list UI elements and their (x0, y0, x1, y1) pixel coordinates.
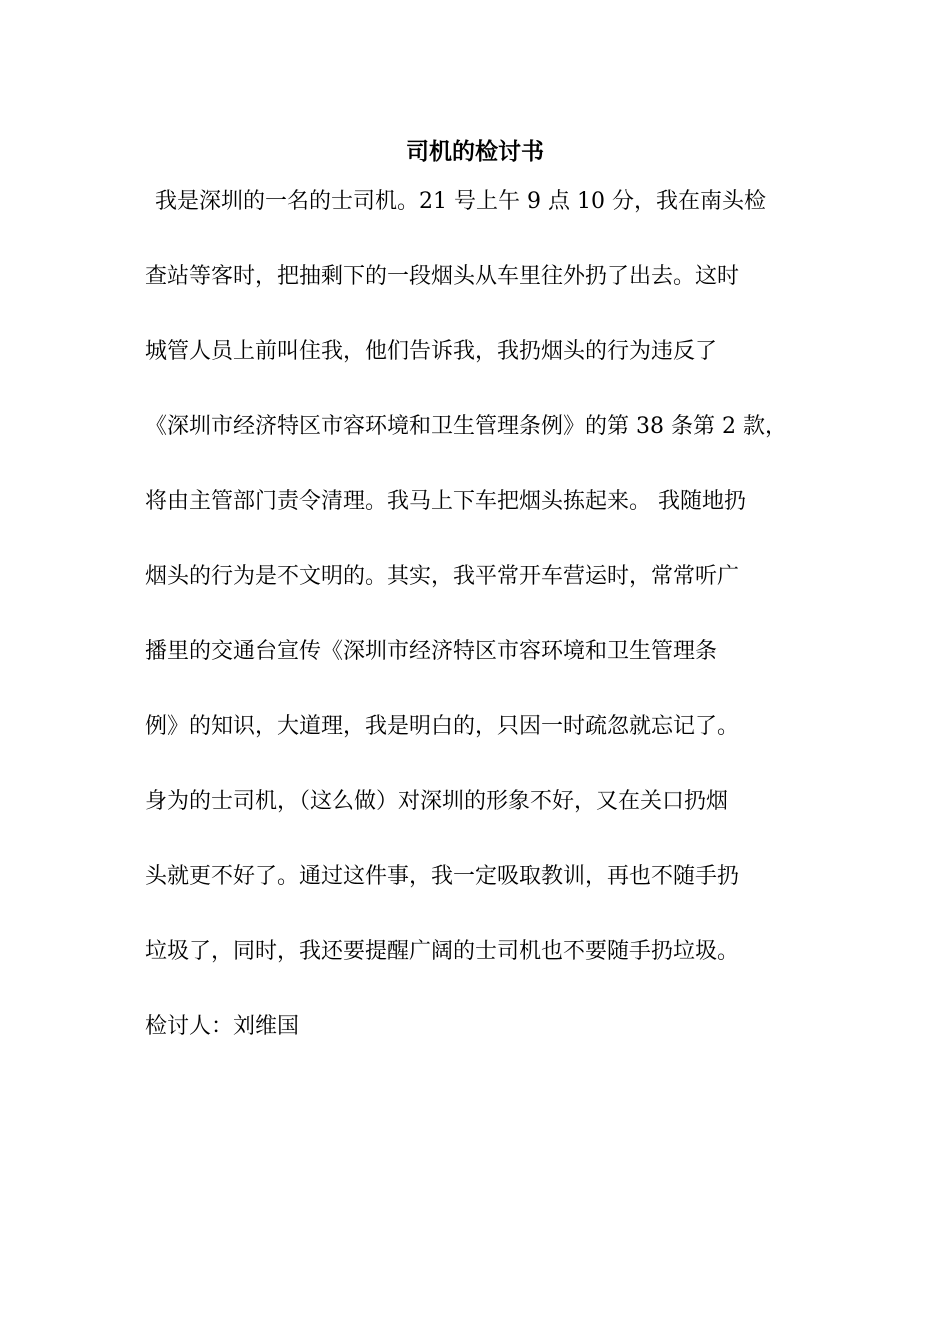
paragraph-line: 垃圾了，同时，我还要提醒广阔的士司机也不要随手扔垃圾。 (145, 939, 740, 964)
paragraph-line: 例》的知识，大道理，我是明白的，只因一时疏忽就忘记了。 (145, 714, 740, 739)
paragraph-line: 《深圳市经济特区市容环境和卫生管理条例》的第 38 条第 2 款， (145, 414, 787, 439)
paragraph-line: 查站等客时，把抽剩下的一段烟头从车里往外扔了出去。这时 (145, 264, 740, 289)
paragraph-line: 播里的交通台宣传《深圳市经济特区市容环境和卫生管理条 (145, 639, 718, 664)
paragraph-line: 将由主管部门责令清理。我马上下车把烟头拣起来。 我随地扔 (145, 489, 746, 514)
paragraph-line: 烟头的行为是不文明的。其实，我平常开车营运时，常常听广 (145, 564, 740, 589)
paragraph-line: 身为的士司机，（这么做）对深圳的形象不好，又在关口扔烟 (145, 789, 729, 814)
document-title: 司机的检讨书 (406, 139, 544, 165)
paragraph-line: 城管人员上前叫住我，他们告诉我，我扔烟头的行为违反了 (145, 339, 718, 364)
paragraph-line: 头就更不好了。通过这件事，我一定吸取教训，再也不随手扔 (145, 864, 740, 889)
paragraph-line: 我是深圳的一名的士司机。21 号上午 9 点 10 分，我在南头检 (155, 189, 766, 214)
signer-line: 检讨人：刘维国 (145, 1014, 300, 1039)
